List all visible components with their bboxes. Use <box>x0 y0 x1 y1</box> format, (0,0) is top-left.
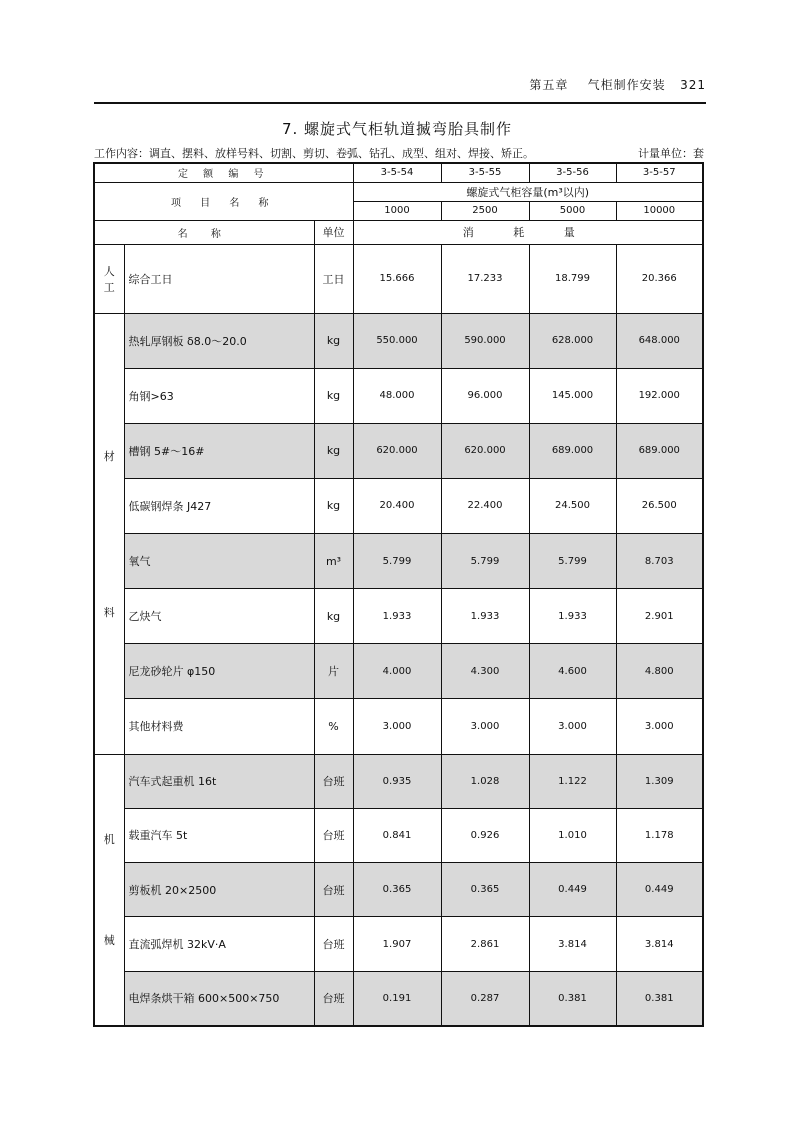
consumption-value: 0.449 <box>616 863 703 917</box>
table-row <box>94 808 703 862</box>
consumption-value: 5.799 <box>529 534 616 589</box>
quota-code: 3-5-56 <box>529 163 616 182</box>
quota-code: 3-5-54 <box>353 163 441 182</box>
consumption-value: 1.907 <box>353 917 441 971</box>
quota-table <box>93 162 704 1027</box>
capacity-value: 1000 <box>353 201 441 220</box>
consumption-value: 4.300 <box>441 644 529 699</box>
consumption-value: 689.000 <box>529 423 616 478</box>
resource-name: 乙炔气 <box>124 589 314 644</box>
resource-name: 其他材料费 <box>124 699 314 754</box>
consumption-value: 0.381 <box>616 971 703 1025</box>
category-char: 材 <box>103 449 115 463</box>
quota-no-label: 定 额 编 号 <box>94 163 353 182</box>
consumption-value: 1.122 <box>529 754 616 808</box>
consumption-value: 4.000 <box>353 644 441 699</box>
consumption-value: 2.861 <box>441 917 529 971</box>
table-row <box>94 971 703 1025</box>
consumption-value: 550.000 <box>353 313 441 368</box>
resource-name: 槽钢 5#～16# <box>124 423 314 478</box>
consumption-value: 0.287 <box>441 971 529 1025</box>
consumption-value: 24.500 <box>529 478 616 533</box>
item-name-label: 项 目 名 称 <box>94 182 353 220</box>
consumption-column-header: 消 耗 量 <box>353 220 703 244</box>
category-label <box>94 754 124 1026</box>
consumption-value: 1.028 <box>441 754 529 808</box>
resource-name: 汽车式起重机 16t <box>124 754 314 808</box>
consumption-value: 0.935 <box>353 754 441 808</box>
consumption-value: 3.000 <box>616 699 703 754</box>
consumption-value: 20.366 <box>616 244 703 313</box>
table-row <box>94 699 703 754</box>
table-row <box>94 478 703 533</box>
resource-unit: % <box>314 699 353 754</box>
consumption-value: 96.000 <box>441 368 529 423</box>
category-char: 械 <box>103 934 115 947</box>
resource-name: 尼龙砂轮片 φ150 <box>124 644 314 699</box>
measurement-unit: 计量单位：套 <box>638 147 704 160</box>
category-char: 料 <box>103 605 115 619</box>
consumption-value: 192.000 <box>616 368 703 423</box>
consumption-value: 628.000 <box>529 313 616 368</box>
consumption-value: 3.000 <box>353 699 441 754</box>
resource-unit: kg <box>314 423 353 478</box>
consumption-value: 5.799 <box>441 534 529 589</box>
resource-unit: kg <box>314 478 353 533</box>
table-row <box>94 423 703 478</box>
resource-unit: kg <box>314 368 353 423</box>
page-title: 7. 螺旋式气柜轨道揻弯胎具制作 <box>281 120 513 138</box>
page-header <box>94 74 706 104</box>
consumption-value: 590.000 <box>441 313 529 368</box>
consumption-value: 3.000 <box>441 699 529 754</box>
info-line <box>94 145 706 161</box>
resource-unit: kg <box>314 313 353 368</box>
consumption-value: 26.500 <box>616 478 703 533</box>
resource-name: 热轧厚钢板 δ8.0～20.0 <box>124 313 314 368</box>
consumption-value: 3.814 <box>529 917 616 971</box>
section-label: 气柜制作安装 <box>587 78 666 92</box>
resource-unit: 台班 <box>314 917 353 971</box>
category-label <box>94 244 124 313</box>
consumption-value: 0.365 <box>353 863 441 917</box>
consumption-value: 1.933 <box>441 589 529 644</box>
consumption-value: 620.000 <box>353 423 441 478</box>
resource-unit: m³ <box>314 534 353 589</box>
consumption-value: 5.799 <box>353 534 441 589</box>
resource-name: 角钢>63 <box>124 368 314 423</box>
table-row <box>94 589 703 644</box>
consumption-value: 1.010 <box>529 808 616 862</box>
work-content: 工作内容：调直、摆料、放样号料、切割、剪切、卷弧、钻孔、成型、组对、焊接、矫正。 <box>94 147 534 160</box>
header-text <box>529 76 706 93</box>
consumption-value: 3.814 <box>616 917 703 971</box>
consumption-value: 0.841 <box>353 808 441 862</box>
consumption-value: 2.901 <box>616 589 703 644</box>
capacity-label: 螺旋式气柜容量(m³以内) <box>353 182 703 201</box>
resource-unit: 片 <box>314 644 353 699</box>
resource-name: 综合工日 <box>124 244 314 313</box>
resource-unit: 台班 <box>314 971 353 1025</box>
consumption-value: 18.799 <box>529 244 616 313</box>
page-number: 321 <box>680 78 706 92</box>
resource-unit: 台班 <box>314 754 353 808</box>
quota-code: 3-5-57 <box>616 163 703 182</box>
capacity-value: 10000 <box>616 201 703 220</box>
resource-unit: 台班 <box>314 808 353 862</box>
table-row <box>94 244 703 313</box>
consumption-value: 4.600 <box>529 644 616 699</box>
consumption-value: 1.309 <box>616 754 703 808</box>
consumption-value: 1.933 <box>529 589 616 644</box>
table-row <box>94 863 703 917</box>
table-row <box>94 313 703 368</box>
table-row <box>94 644 703 699</box>
consumption-value: 0.191 <box>353 971 441 1025</box>
category-label <box>94 313 124 754</box>
resource-name: 直流弧焊机 32kV·A <box>124 917 314 971</box>
unit-column-header: 单位 <box>314 220 353 244</box>
consumption-value: 48.000 <box>353 368 441 423</box>
quota-code: 3-5-55 <box>441 163 529 182</box>
resource-unit: 工日 <box>314 244 353 313</box>
consumption-value: 0.365 <box>441 863 529 917</box>
consumption-value: 689.000 <box>616 423 703 478</box>
consumption-value: 145.000 <box>529 368 616 423</box>
consumption-value: 3.000 <box>529 699 616 754</box>
resource-name: 电焊条烘干箱 600×500×750 <box>124 971 314 1025</box>
category-char: 工 <box>103 280 115 294</box>
resource-name: 剪板机 20×2500 <box>124 863 314 917</box>
consumption-value: 648.000 <box>616 313 703 368</box>
consumption-value: 20.400 <box>353 478 441 533</box>
capacity-value: 5000 <box>529 201 616 220</box>
consumption-value: 1.178 <box>616 808 703 862</box>
resource-name: 低碳钢焊条 J427 <box>124 478 314 533</box>
consumption-value: 22.400 <box>441 478 529 533</box>
table-row <box>94 917 703 971</box>
category-char: 机 <box>103 833 115 846</box>
consumption-value: 17.233 <box>441 244 529 313</box>
table-row <box>94 534 703 589</box>
category-char: 人 <box>103 264 115 278</box>
chapter-label: 第五章 <box>529 78 569 92</box>
resource-unit: 台班 <box>314 863 353 917</box>
consumption-value: 0.381 <box>529 971 616 1025</box>
resource-unit: kg <box>314 589 353 644</box>
resource-name: 载重汽车 5t <box>124 808 314 862</box>
consumption-value: 1.933 <box>353 589 441 644</box>
capacity-value: 2500 <box>441 201 529 220</box>
consumption-value: 8.703 <box>616 534 703 589</box>
table-row <box>94 368 703 423</box>
consumption-value: 4.800 <box>616 644 703 699</box>
name-column-header: 名 称 <box>94 220 314 244</box>
consumption-value: 0.926 <box>441 808 529 862</box>
resource-name: 氧气 <box>124 534 314 589</box>
table-row <box>94 754 703 808</box>
consumption-value: 15.666 <box>353 244 441 313</box>
consumption-value: 0.449 <box>529 863 616 917</box>
consumption-value: 620.000 <box>441 423 529 478</box>
